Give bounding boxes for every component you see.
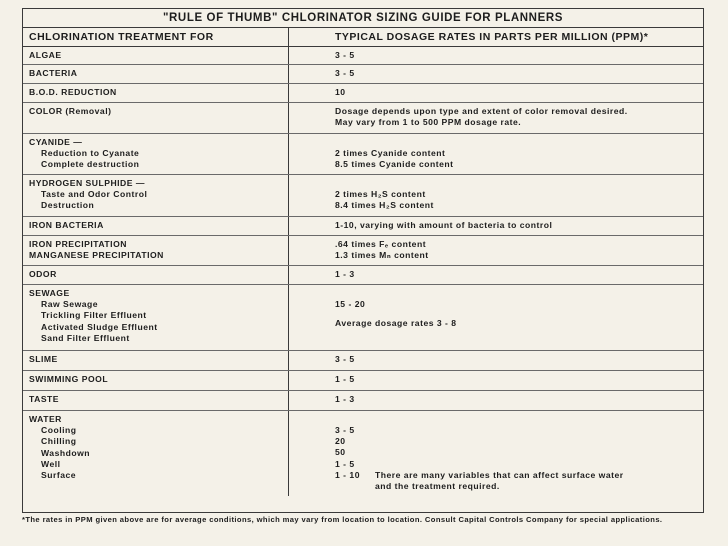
sub-label: Raw Sewage bbox=[41, 299, 99, 310]
sub-label: Trickling Filter Effluent bbox=[41, 310, 147, 321]
row-odor bbox=[23, 266, 703, 285]
row-iron-bacteria bbox=[23, 217, 703, 236]
row-algae bbox=[23, 47, 703, 65]
header-dosage: TYPICAL DOSAGE RATES IN PARTS PER MILLION (PPM)* bbox=[335, 31, 649, 43]
value: 15 - 20 bbox=[335, 299, 366, 309]
surface-note: and the treatment required. bbox=[375, 481, 500, 492]
value: 2 times Cyanide content bbox=[335, 148, 446, 158]
value: .64 times Fₑ content bbox=[335, 239, 427, 249]
label: TASTE bbox=[23, 391, 289, 410]
footnote: *The rates in PPM given above are for average conditions, which may vary from location to location. Consult Capital Controls Company for special applications. bbox=[22, 515, 663, 524]
value: 8.4 times H₂S content bbox=[335, 200, 434, 211]
sub-label: Activated Sludge Effluent bbox=[41, 321, 158, 332]
row-sewage bbox=[23, 285, 703, 351]
value: 1-10, varying with amount of bacteria to control bbox=[335, 220, 553, 230]
value: 20 bbox=[335, 436, 346, 447]
value: 1.3 times Mₙ content bbox=[335, 250, 429, 261]
label: SWIMMING POOL bbox=[23, 371, 289, 390]
row-cyanide bbox=[23, 134, 703, 175]
label: CYANIDE — bbox=[29, 137, 83, 147]
label: WATER bbox=[29, 414, 62, 424]
sub-label: Reduction to Cyanate bbox=[41, 148, 140, 159]
header-row bbox=[23, 28, 703, 47]
value: 10 bbox=[335, 87, 346, 97]
label: HYDROGEN SULPHIDE — bbox=[29, 178, 145, 188]
surface-note: There are many variables that can affect surface water bbox=[375, 469, 624, 480]
row-taste bbox=[23, 391, 703, 411]
sub-label: Well bbox=[41, 458, 61, 469]
value: 8.5 times Cyanide content bbox=[335, 159, 454, 170]
value: 3 - 5 bbox=[335, 50, 355, 60]
label: BACTERIA bbox=[23, 65, 289, 83]
sub-label: Complete destruction bbox=[41, 159, 140, 170]
row-iron-precipitation bbox=[23, 236, 703, 266]
label: B.O.D. REDUCTION bbox=[23, 84, 289, 102]
row-bacteria bbox=[23, 65, 703, 84]
row-slime bbox=[23, 351, 703, 371]
value: Average dosage rates 3 - 8 bbox=[335, 318, 457, 329]
label: COLOR (Removal) bbox=[23, 103, 289, 133]
label: MANGANESE PRECIPITATION bbox=[29, 250, 164, 261]
dosage-table bbox=[22, 8, 704, 513]
row-color bbox=[23, 103, 703, 134]
label: SLIME bbox=[23, 351, 289, 370]
row-swimming-pool bbox=[23, 371, 703, 391]
label: ALGAE bbox=[23, 47, 289, 64]
value: 3 - 5 bbox=[335, 425, 355, 435]
header-treatment: CHLORINATION TREATMENT FOR bbox=[23, 28, 289, 46]
table-title: "RULE OF THUMB" CHLORINATOR SIZING GUIDE FOR PLANNERS bbox=[23, 9, 703, 28]
label: SEWAGE bbox=[29, 288, 70, 298]
row-water bbox=[23, 411, 703, 496]
value: 2 times H₂S content bbox=[335, 189, 426, 199]
label: IRON PRECIPITATION bbox=[29, 239, 127, 249]
sub-label: Taste and Odor Control bbox=[41, 189, 148, 200]
row-hydrogen-sulphide bbox=[23, 175, 703, 217]
sub-label: Cooling bbox=[41, 425, 77, 436]
value: 3 - 5 bbox=[335, 68, 355, 78]
sub-label: Destruction bbox=[41, 200, 95, 211]
sub-label: Sand Filter Effluent bbox=[41, 332, 130, 343]
label: ODOR bbox=[23, 266, 289, 284]
value: 1 - 10 bbox=[335, 469, 360, 480]
sub-label: Chilling bbox=[41, 436, 77, 447]
value: 1 - 3 bbox=[335, 269, 355, 279]
value-line-1: Dosage depends upon type and extent of color removal desired. bbox=[335, 106, 628, 116]
value: 50 bbox=[335, 447, 346, 458]
sub-label: Washdown bbox=[41, 447, 91, 458]
value-line-2: May vary from 1 to 500 PPM dosage rate. bbox=[335, 117, 522, 128]
value: 1 - 5 bbox=[335, 374, 355, 384]
value: 3 - 5 bbox=[335, 354, 355, 364]
row-bod bbox=[23, 84, 703, 103]
label: IRON BACTERIA bbox=[23, 217, 289, 235]
sub-label: Surface bbox=[41, 470, 77, 481]
value: 1 - 3 bbox=[335, 394, 355, 404]
value: 1 - 5 bbox=[335, 458, 355, 469]
